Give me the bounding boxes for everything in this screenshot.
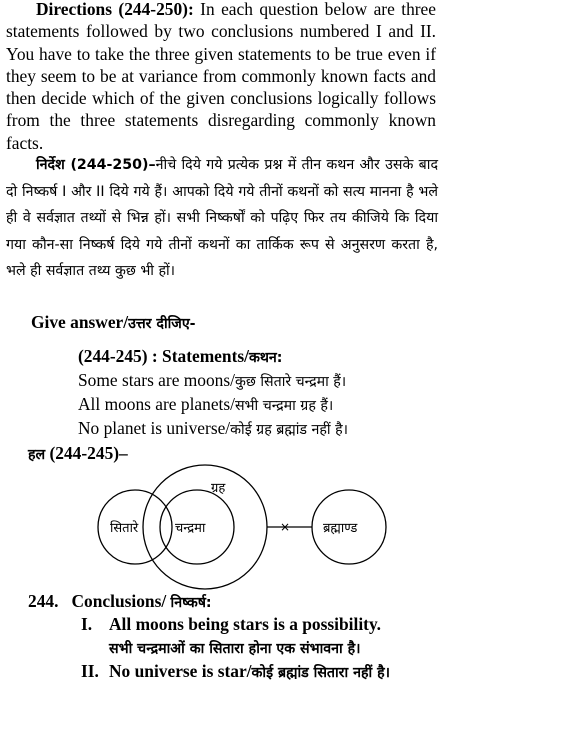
hindi-directions-label: निर्देश (244-250)– xyxy=(36,157,156,173)
statements-heading: (244-245) : Statements/कथन: xyxy=(78,346,283,366)
solution-heading: हल (244-245)– xyxy=(28,443,128,463)
statement-2: All moons are planets/सभी चन्द्रमा ग्रह हैं। xyxy=(78,394,334,414)
statement-3: No planet is universe/कोई ग्रह ब्रह्मांड नहीं है। xyxy=(78,418,348,438)
directions-text: In each question below are three statements followed by two conclusions numbered I and II. You have to take the three given statements to be true even if they seem to be at variance from commonly known facts and then decide which of the given conclusions logically follows from the three statements disregarding commonly known facts. xyxy=(6,0,436,153)
conclusion-2-number: II. xyxy=(81,661,99,681)
universe-label: ब्रह्माण्ड xyxy=(323,521,358,536)
planets-label: ग्रह xyxy=(211,481,226,496)
statement-1: Some stars are moons/कुछ सितारे चन्द्रमा हैं। xyxy=(78,370,347,390)
conclusion-1-number: I. xyxy=(81,614,93,634)
cross-icon: × xyxy=(279,520,291,534)
give-answer: Give answer/उत्तर दीजिए- xyxy=(31,312,196,332)
conclusion-2: No universe is star/कोई ब्रह्मांड सितारा नहीं है। xyxy=(109,661,391,681)
conclusion-1-hi: सभी चन्द्रमाओं का सितारा होना एक संभावना है। xyxy=(109,641,361,657)
conclusions-heading: 244. Conclusions/ निष्कर्ष: xyxy=(28,591,212,611)
moons-label: चन्द्रमा xyxy=(175,521,206,536)
conclusion-1-en: All moons being stars is a possibility. xyxy=(109,614,382,634)
directions-label: Directions (244-250): xyxy=(36,0,194,19)
hindi-directions-text: नीचे दिये गये प्रत्येक प्रश्न में तीन कथन और उसके बाद दो निष्कर्ष I और II दिये गये हैं। आपको दिये गये तीनों कथनों को सत्य मानना है भले ही वे सर्वज्ञात तथ्यों से भिन्न हों। सभी निष्कर्षों को पढ़िए फिर तय कीजिये कि दिया गया कौन-सा निष्कर्ष दिये गये तीनों कथनों का तार्किक रूप से अनुसरण करता है, भले ही सर्वज्ञात तथ्य कुछ भी हों। xyxy=(6,157,438,279)
stars-label: सितारे xyxy=(110,521,139,536)
